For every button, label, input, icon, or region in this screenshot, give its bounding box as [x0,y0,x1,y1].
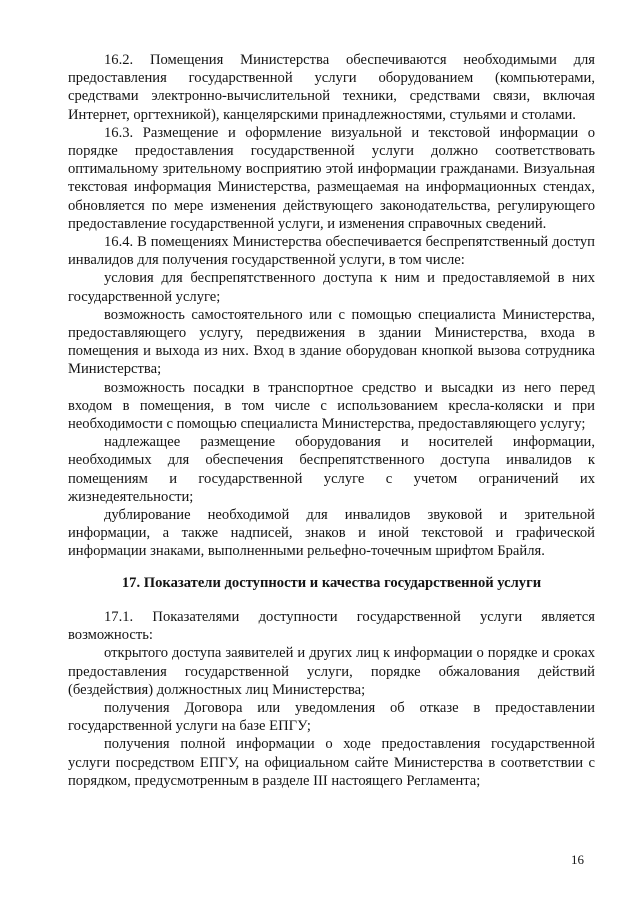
list-item-access-conditions: условия для беспрепятственного доступа к ним и предоставляемой в них государственной услуге; [68,270,595,305]
list-item-transport: возможность посадки в транспортное средство и высадки из него перед входом в помещения, в том числе с использованием кресла-коляски и при необходимости с помощью специалиста Министерства, предоставляющего услугу; [68,379,595,433]
list-item-full-info: получения полной информации о ходе предоставления государственной услуги посредством ЕПГУ, на официальном сайте Министерства в соответствии с порядком, предусмотренным в разделе III настоящего Регламента; [68,736,595,789]
document-body [68,51,595,790]
paragraph-16-3: 16.3. Размещение и оформление визуальной и текстовой информации о порядке предоставления государственной услуги должно соответствовать оптимальному зрительному восприятию этой информации гражданами. Визуальная текстовая информация Министерства, размещаемая на информационных стендах, обновляется по мере изменения действующего законодательства, регулирующего предоставление государственной услуги, и изменения справочных сведений. [68,124,595,232]
paragraph-16-2: 16.2. Помещения Министерства обеспечиваются необходимыми для предоставления государственной услуги оборудованием (компьютерами, средствами электронно-вычислительной техники, средствами связи, включая Интернет, оргтехникой), канцелярскими принадлежностями, стульями и столами. [68,52,595,123]
list-item-braille: дублирование необходимой для инвалидов звуковой и зрительной информации, а также надписей, знаков и иной текстовой и графической информации знаками, выполненными рельефно-точечным шрифтом Брайля. [68,507,595,560]
paragraph-17-1: 17.1. Показателями доступности государственной услуги является возможность: [68,608,595,644]
list-item-contract: получения Договора или уведомления об отказе в предоставлении государственной услуги на базе ЕПГУ; [68,699,595,735]
list-item-open-access: открытого доступа заявителей и других лиц к информации о порядке и сроках предоставления государственной услуги, порядке обжалования действий (бездействия) должностных лиц Министерства; [68,645,595,698]
list-item-equipment: надлежащее размещение оборудования и носителей информации, необходимых для обеспечения беспрепятственного доступа инвалидов к помещениям и государственной услуге с учетом ограничений их жизнедеятельности; [68,434,595,505]
section-heading-17: 17. Показатели доступности и качества государственной услуги [121,574,542,591]
page-number: 16 [571,852,584,867]
list-item-movement: возможность самостоятельного или с помощью специалиста Министерства, предоставляющего услугу, передвижения в здании Министерства, входа в помещения и выхода из них. Вход в здание оборудован кнопкой вызова сотрудника Министерства; [68,306,595,378]
paragraph-16-4: 16.4. В помещениях Министерства обеспечивается беспрепятственный доступ инвалидов для получения государственной услуги, в том числе: [68,234,595,269]
